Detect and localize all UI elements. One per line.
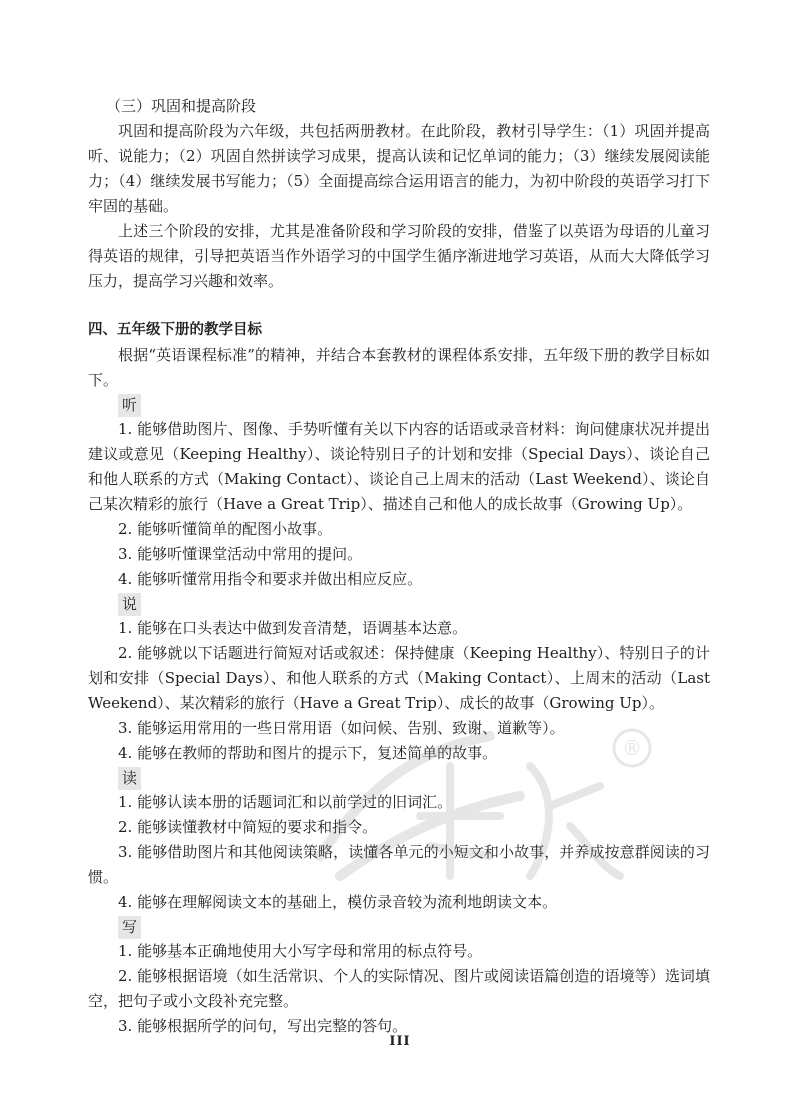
stage-title: （三）巩固和提高阶段	[106, 97, 257, 115]
stage-paragraph: 巩固和提高阶段为六年级，共包括两册教材。在此阶段，教材引导学生：（1）巩固并提高听、说能力；（2）巩固自然拼读学习成果，提高认读和记忆单词的能力；（3）继续发展阅读能力；（4）继续发展书写能力；（5）全面提高综合运用语言的能力，为初中阶段的英语学习打下牢固的基础。	[88, 122, 710, 215]
list-item: 3. 能够根据所学的问句，写出完整的答句。	[118, 1017, 408, 1035]
skill-label-writing: 写	[118, 916, 710, 939]
list-item: 4. 能够在理解阅读文本的基础上，模仿录音较为流利地朗读文本。	[118, 893, 558, 911]
page-number: III	[389, 1034, 411, 1049]
list-item: 3. 能够借助图片和其他阅读策略，读懂各单元的小短文和小故事，并养成按意群阅读的习惯。	[88, 843, 710, 886]
list-item: 1. 能够认读本册的话题词汇和以前学过的旧词汇。	[118, 793, 453, 811]
registered-mark: ®	[622, 736, 642, 760]
list-item: 3. 能够运用常用的一些日常用语（如问候、告别、致谢、道歉等）。	[118, 719, 565, 737]
section-intro: 根据“英语课程标准”的精神，并结合本套教材的课程体系安排，五年级下册的教学目标如下。	[88, 346, 710, 389]
skill-label-speaking: 说	[118, 593, 710, 616]
page-content	[88, 94, 710, 1039]
list-item: 2. 能够听懂简单的配图小故事。	[118, 520, 333, 538]
list-item: 2. 能够根据语境（如生活常识、个人的实际情况、图片或阅读语篇创造的语境等）选词填空，把句子或小文段补充完整。	[88, 967, 710, 1010]
list-item: 1. 能够基本正确地使用大小写字母和常用的标点符号。	[118, 942, 483, 960]
list-item: 2. 能够就以下话题进行简短对话或叙述：保持健康（Keeping Healthy）、特别日子的计划和安排（Special Days）、和他人联系的方式（Making Contact）、上周末的活动（Last Weekend）、某次精彩的旅行（Have a Great Trip）、成长的故事（Growing Up）。	[88, 644, 710, 712]
list-item: 1. 能够借助图片、图像、手势听懂有关以下内容的话语或录音材料：询问健康状况并提出建议或意见（Keeping Healthy）、谈论特别日子的计划和安排（Special Days）、谈论自己和他人联系的方式（Making Contact）、谈论自己上周末的活动（Last Weekend）、谈论自己某次精彩的旅行（Have a Great Trip）、描述自己和他人的成长故事（Growing Up）。	[88, 420, 710, 513]
list-item: 4. 能够在教师的帮助和图片的提示下，复述简单的故事。	[118, 744, 498, 762]
list-item: 3. 能够听懂课堂活动中常用的提问。	[118, 545, 363, 563]
stage-paragraph: 上述三个阶段的安排，尤其是准备阶段和学习阶段的安排，借鉴了以英语为母语的儿童习得英语的规律，引导把英语当作外语学习的中国学生循序渐进地学习英语，从而大大降低学习压力，提高学习兴趣和效率。	[88, 222, 710, 290]
list-item: 1. 能够在口头表达中做到发音清楚，语调基本达意。	[118, 619, 468, 637]
list-item: 2. 能够读懂教材中简短的要求和指令。	[118, 818, 378, 836]
skill-label-reading: 读	[118, 767, 710, 790]
skill-label-listening: 听	[118, 394, 710, 417]
list-item: 4. 能够听懂常用指令和要求并做出相应反应。	[118, 570, 423, 588]
section-title: 四、五年级下册的教学目标	[88, 322, 262, 338]
